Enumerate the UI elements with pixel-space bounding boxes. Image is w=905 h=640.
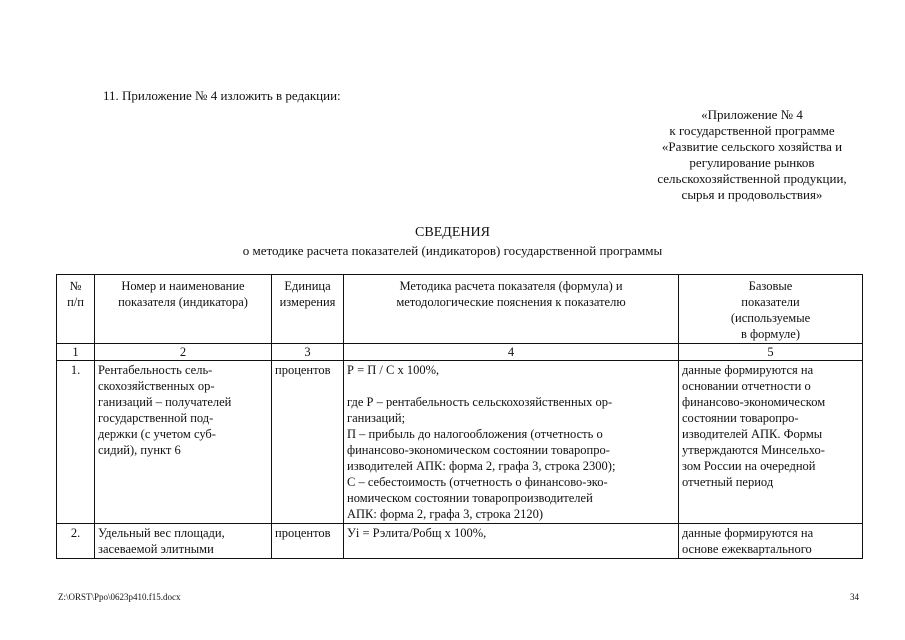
- indicators-table: [56, 274, 863, 559]
- indicator-unit: процентов: [272, 361, 344, 524]
- indicator-method: Р = П / С х 100%, где Р – рентабельность сельскохозяйственных ор- ганизаций; П – прибыль до налогообложения (отчетность о финансово-экономическом состоянии товаропро- изводителей АПК: форма 2, графа 3, строка 2300); С – себестоимость (отчетность о финансово-эко- номическом состоянии товаропроизводителей АПК: форма 2, графа 3, строка 2120): [344, 361, 679, 524]
- table-row: [57, 524, 863, 559]
- document-title: СВЕДЕНИЯ: [415, 225, 490, 240]
- appendix-line: к государственной программе: [669, 123, 835, 138]
- header-unit: Единица измерения: [272, 275, 344, 344]
- indicator-unit: процентов: [272, 524, 344, 559]
- column-number: 2: [95, 344, 272, 361]
- header-method: Методика расчета показателя (формула) и методологические пояснения к показателю: [344, 275, 679, 344]
- column-number-row: [57, 344, 863, 361]
- column-number: 4: [344, 344, 679, 361]
- document-subtitle: о методике расчета показателей (индикаторов) государственной программы: [242, 243, 663, 258]
- appendix-line: «Приложение № 4: [701, 107, 803, 122]
- appendix-line: сырья и продовольствия»: [681, 187, 823, 202]
- header-indicator-name: Номер и наименование показателя (индикатора): [95, 275, 272, 344]
- column-number: 5: [679, 344, 863, 361]
- footer-page-number: 34: [850, 592, 859, 602]
- row-number: 1.: [57, 361, 95, 524]
- indicator-base: данные формируются на основе ежеквартального: [679, 524, 863, 559]
- indicator-base: данные формируются на основании отчетности о финансово-экономическом состоянии товаропро- изводителей АПК. Формы утверждаются Минсельхо- зом России на очередной отчетный период: [679, 361, 863, 524]
- footer-file-path: Z:\ORST\Ppo\0623p410.f15.docx: [58, 592, 181, 602]
- row-number: 2.: [57, 524, 95, 559]
- column-number: 1: [57, 344, 95, 361]
- appendix-heading: [628, 107, 876, 203]
- appendix-line: регулирование рынков: [689, 155, 815, 170]
- indicator-method: Уi = Рэлита/Робщ х 100%,: [344, 524, 679, 559]
- column-number: 3: [272, 344, 344, 361]
- table-header-row: [57, 275, 863, 344]
- appendix-line: сельскохозяйственной продукции,: [657, 171, 847, 186]
- indicator-name: Рентабельность сель- скохозяйственных ор- ганизаций – получателей государственной под- держки (с учетом суб- сидий), пункт 6: [95, 361, 272, 524]
- header-number: № п/п: [57, 275, 95, 344]
- intro-text: 11. Приложение № 4 изложить в редакции:: [103, 88, 341, 103]
- indicator-name: Удельный вес площади, засеваемой элитными: [95, 524, 272, 559]
- table-row: [57, 361, 863, 524]
- appendix-line: «Развитие сельского хозяйства и: [661, 139, 843, 154]
- header-base-indicators: Базовые показатели (используемые в формуле): [679, 275, 863, 344]
